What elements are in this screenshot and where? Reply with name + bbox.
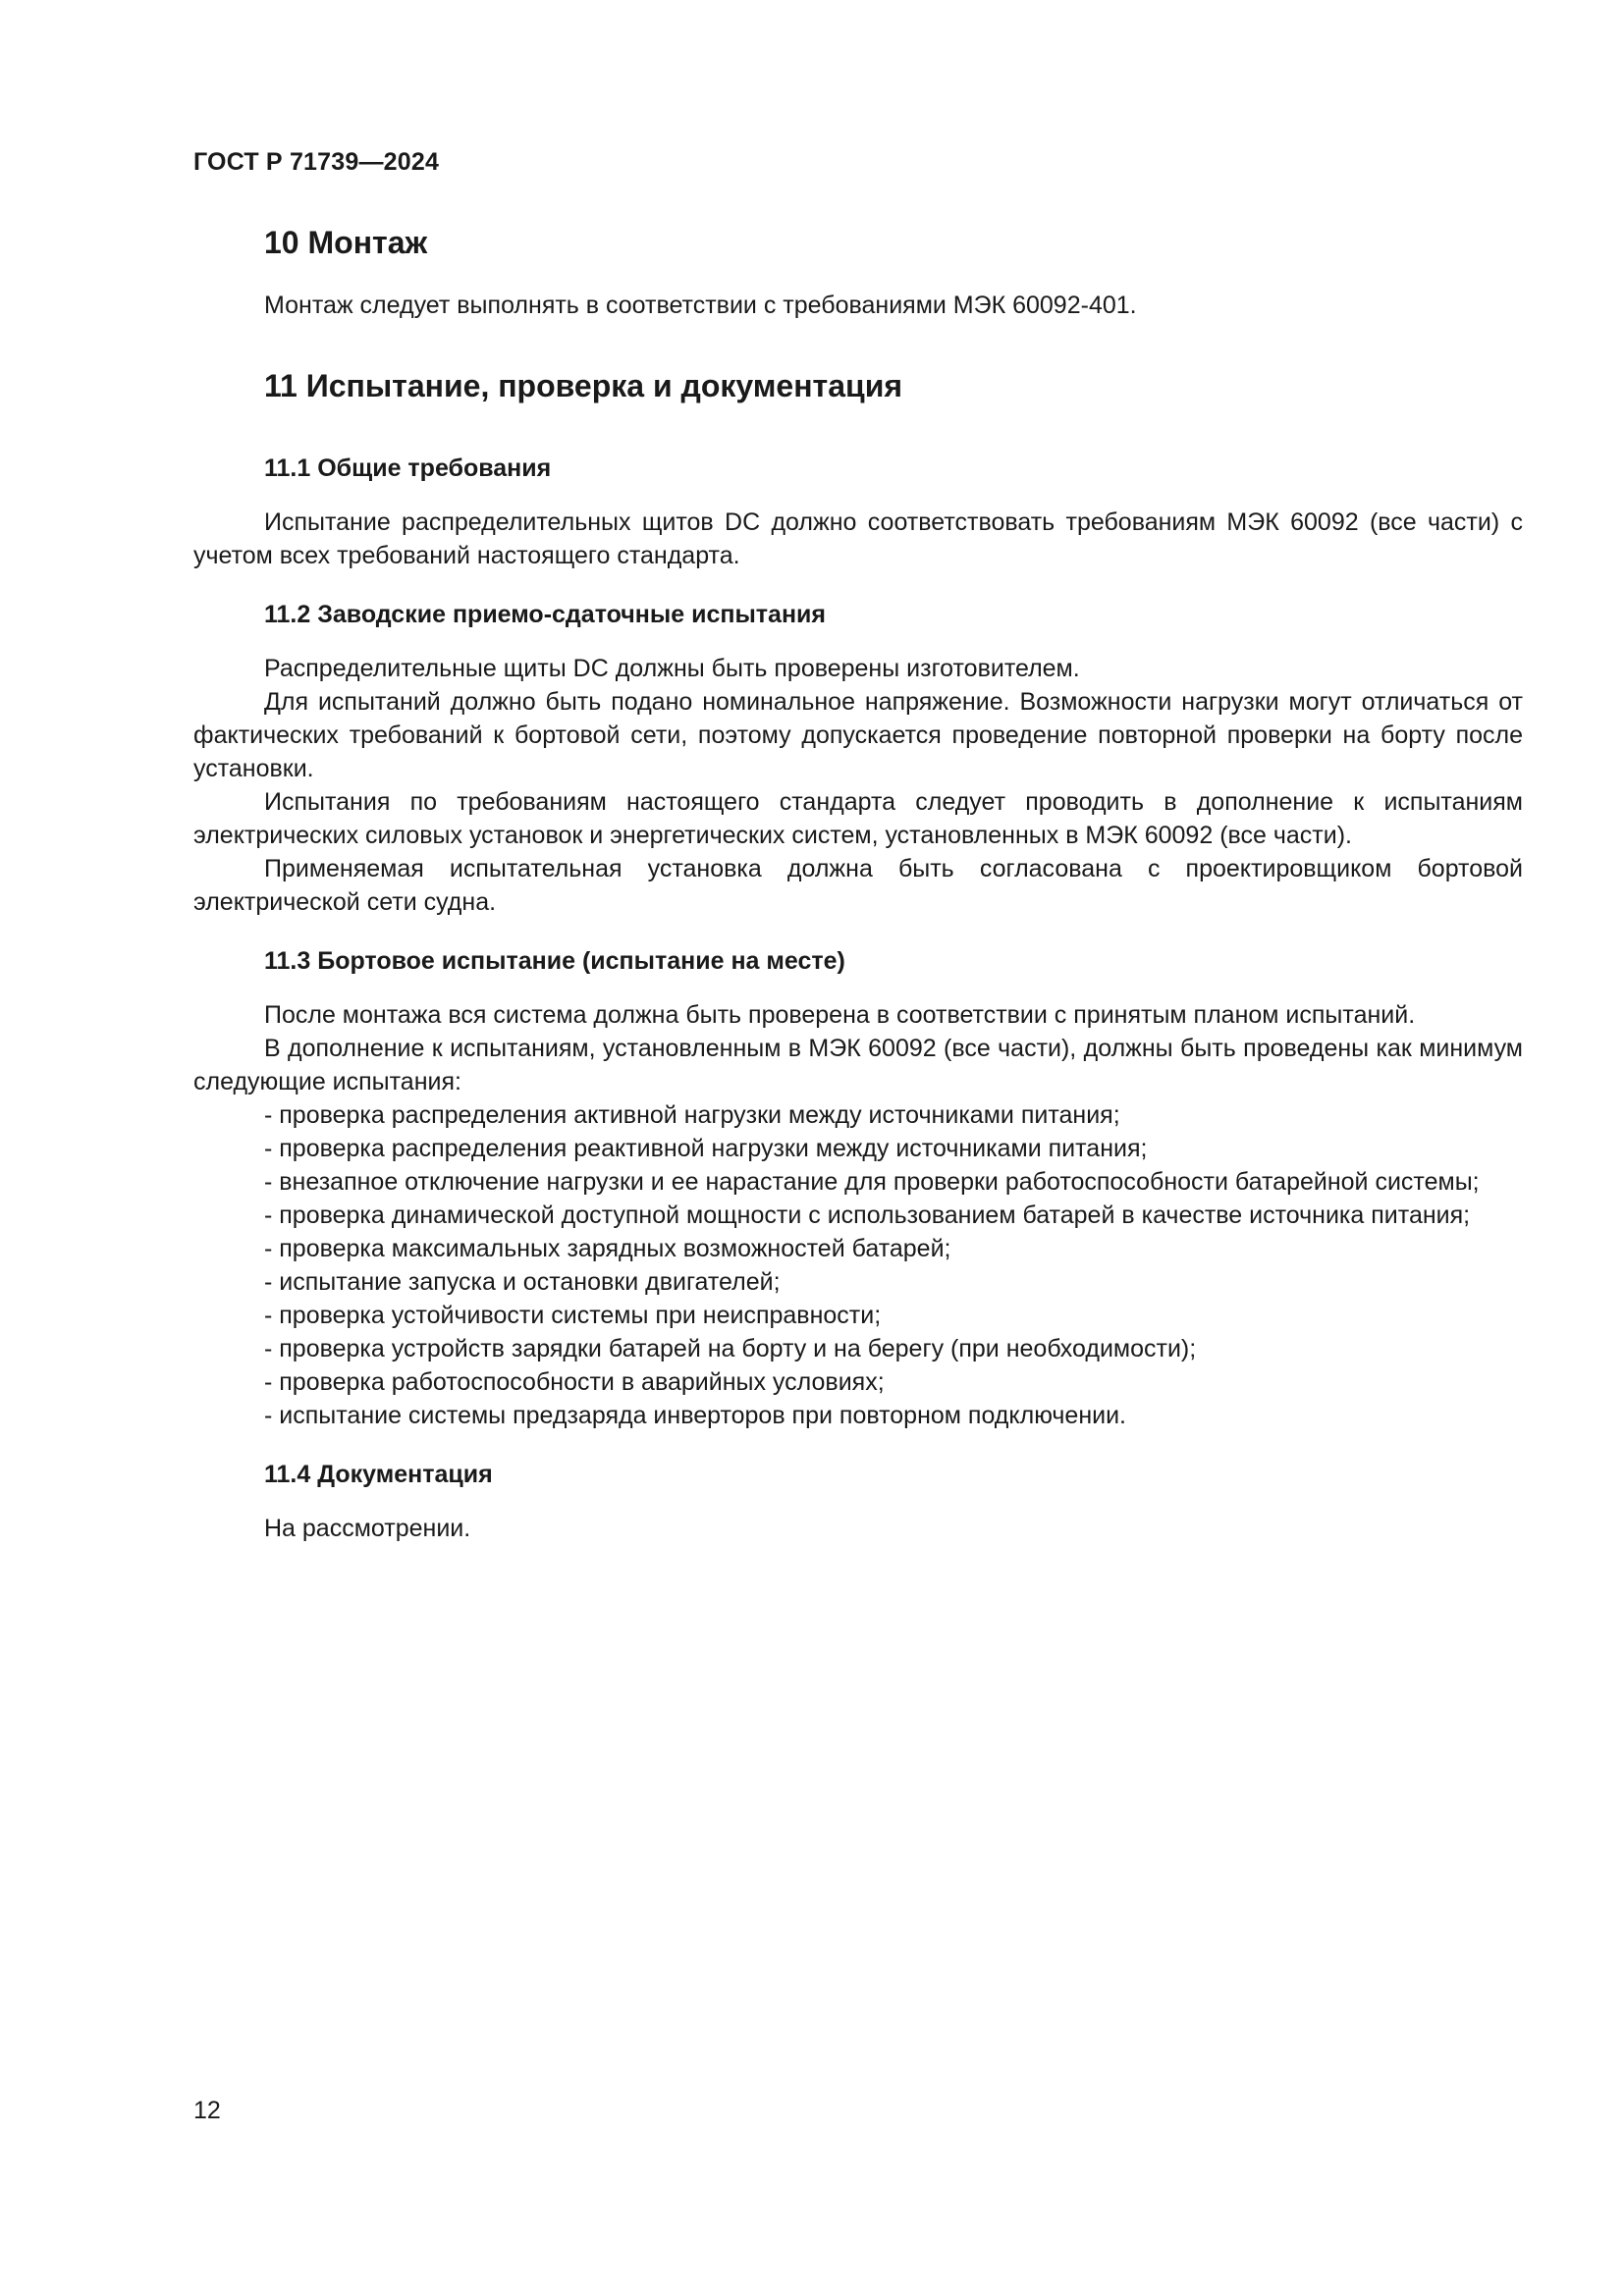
list-item: - испытание системы предзаряда инверторов при повторном подключении. <box>264 1402 1127 1429</box>
section-11-3-title: 11.3 Бортовое испытание (испытание на месте) <box>264 947 845 975</box>
section-11-3-body <box>193 998 1523 1432</box>
section-11-4-title: 11.4 Документация <box>264 1461 493 1488</box>
section-11-2-paragraph: Для испытаний должно быть подано номинальное напряжение. Возможности нагрузки могут отличаться от фактических требований к бортовой сети, поэтому допускается проведение повторной проверки на борту после установки. <box>193 688 1523 782</box>
document-body <box>193 221 1523 1545</box>
list-item: - проверка динамической доступной мощности с использованием батарей в качестве источника питания; <box>264 1201 1471 1229</box>
section-11-2-paragraph: Распределительные щиты DC должны быть проверены изготовителем. <box>264 655 1080 682</box>
section-10-title: 10 Монтаж <box>264 225 428 260</box>
list-item: - внезапное отключение нагрузки и ее нарастание для проверки работоспособности батарейной системы; <box>264 1168 1480 1196</box>
section-11-4-paragraph: На рассмотрении. <box>264 1515 471 1542</box>
section-11-1-title: 11.1 Общие требования <box>264 454 552 482</box>
section-11-1-paragraph: Испытание распределительных щитов DC должно соответствовать требованиям МЭК 60092 (все части) с учетом всех требований настоящего стандарта. <box>193 508 1523 569</box>
list-item: - испытание запуска и остановки двигателей; <box>264 1268 781 1296</box>
section-11-2-body <box>193 652 1523 919</box>
list-item: - проверка распределения реактивной нагрузки между источниками питания; <box>264 1135 1148 1162</box>
section-11-2-paragraph: Применяемая испытательная установка должна быть согласована с проектировщиком бортовой электрической сети судна. <box>193 855 1523 916</box>
section-11-3-paragraph: После монтажа вся система должна быть проверена в соответствии с принятым планом испытаний. <box>264 1001 1416 1029</box>
section-10-paragraph: Монтаж следует выполнять в соответствии с требованиями МЭК 60092-401. <box>264 292 1137 319</box>
section-11-2-title: 11.2 Заводские приемо-сдаточные испытания <box>264 601 826 628</box>
section-11-title: 11 Испытание, проверка и документация <box>264 368 903 403</box>
list-item: - проверка максимальных зарядных возможностей батарей; <box>264 1235 951 1262</box>
section-11-3-paragraph: В дополнение к испытаниям, установленным в МЭК 60092 (все части), должны быть проведены как минимум следующие испытания: <box>193 1035 1523 1095</box>
list-item: - проверка распределения активной нагрузки между источниками питания; <box>264 1101 1120 1129</box>
list-item: - проверка устойчивости системы при неисправности; <box>264 1302 882 1329</box>
section-11-2-paragraph: Испытания по требованиям настоящего стандарта следует проводить в дополнение к испытаниям электрических силовых установок и энергетических систем, установленных в МЭК 60092 (все части). <box>193 788 1523 849</box>
list-item: - проверка работоспособности в аварийных условиях; <box>264 1368 885 1396</box>
list-item: - проверка устройств зарядки батарей на борту и на берегу (при необходимости); <box>264 1335 1197 1362</box>
page-number: 12 <box>193 2097 221 2124</box>
standard-code-header: ГОСТ Р 71739—2024 <box>193 148 440 176</box>
